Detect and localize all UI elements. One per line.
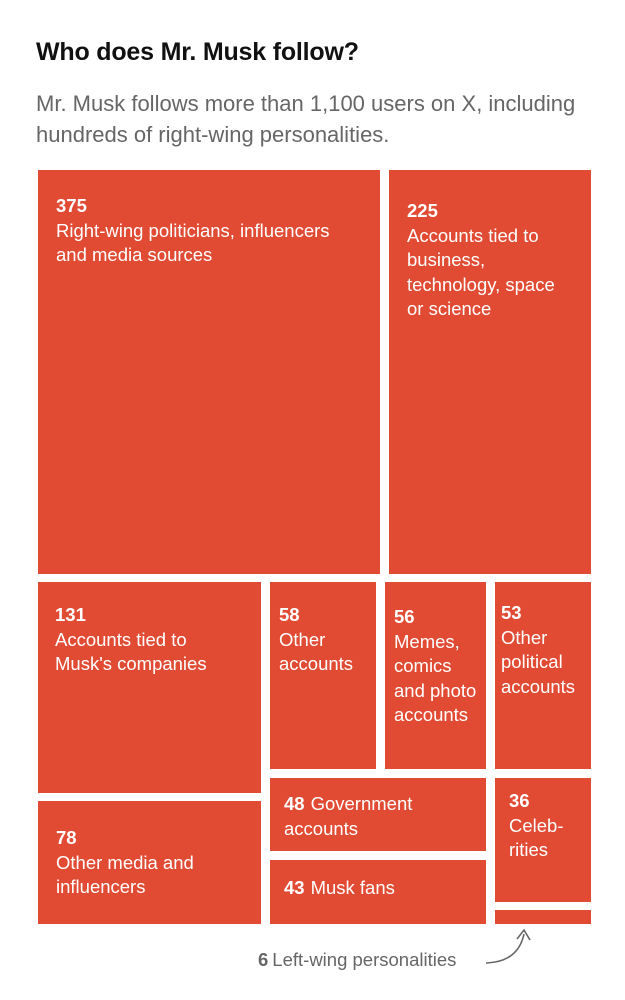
left-wing-value: 6 — [258, 949, 269, 970]
cell-category: Right-wing politicians, influencers and media sources — [56, 219, 330, 265]
cell-label — [55, 603, 245, 677]
cell-value: 375 — [56, 195, 87, 216]
cell-label — [509, 789, 589, 863]
cell-label — [501, 601, 591, 699]
cell-value: 53 — [501, 602, 522, 623]
cell-category: Celebrities — [509, 814, 564, 860]
cell-value: 78 — [56, 827, 77, 848]
cell-value: 58 — [279, 604, 300, 625]
cell-value: 225 — [407, 200, 438, 221]
chart-title: Who does Mr. Musk follow? — [36, 38, 359, 66]
cell-label — [284, 792, 474, 841]
cell-label — [279, 603, 374, 677]
left-wing-annotation — [258, 949, 456, 971]
cell-value: 36 — [509, 790, 530, 811]
cell-label — [407, 199, 557, 322]
cell-value: 56 — [394, 606, 415, 627]
cell-label — [56, 194, 356, 268]
cell-category: Accounts tied to business, technology, space or science — [407, 224, 555, 319]
treemap-cell — [495, 910, 591, 924]
cell-label — [56, 826, 256, 900]
chart-subtitle: Mr. Musk follows more than 1,100 users on X, including hundreds of right-wing personalities. — [36, 91, 576, 147]
cell-category: Other accounts — [279, 628, 354, 674]
cell-value: 48 — [284, 793, 305, 814]
cell-value: 43 — [284, 877, 305, 898]
cell-category: Memes, comics and photo accounts — [394, 630, 477, 725]
cell-category: Musk fans — [310, 877, 395, 898]
cell-category: Accounts tied to Musk's companies — [55, 628, 207, 674]
left-wing-label: Left-wing personalities — [272, 949, 457, 970]
cell-category: Government accounts — [284, 793, 413, 839]
cell-label — [284, 876, 474, 901]
cell-category: Other media and influencers — [56, 851, 194, 897]
cell-label — [394, 605, 484, 728]
cell-category: Other political accounts — [501, 626, 576, 697]
cell-value: 131 — [55, 604, 86, 625]
